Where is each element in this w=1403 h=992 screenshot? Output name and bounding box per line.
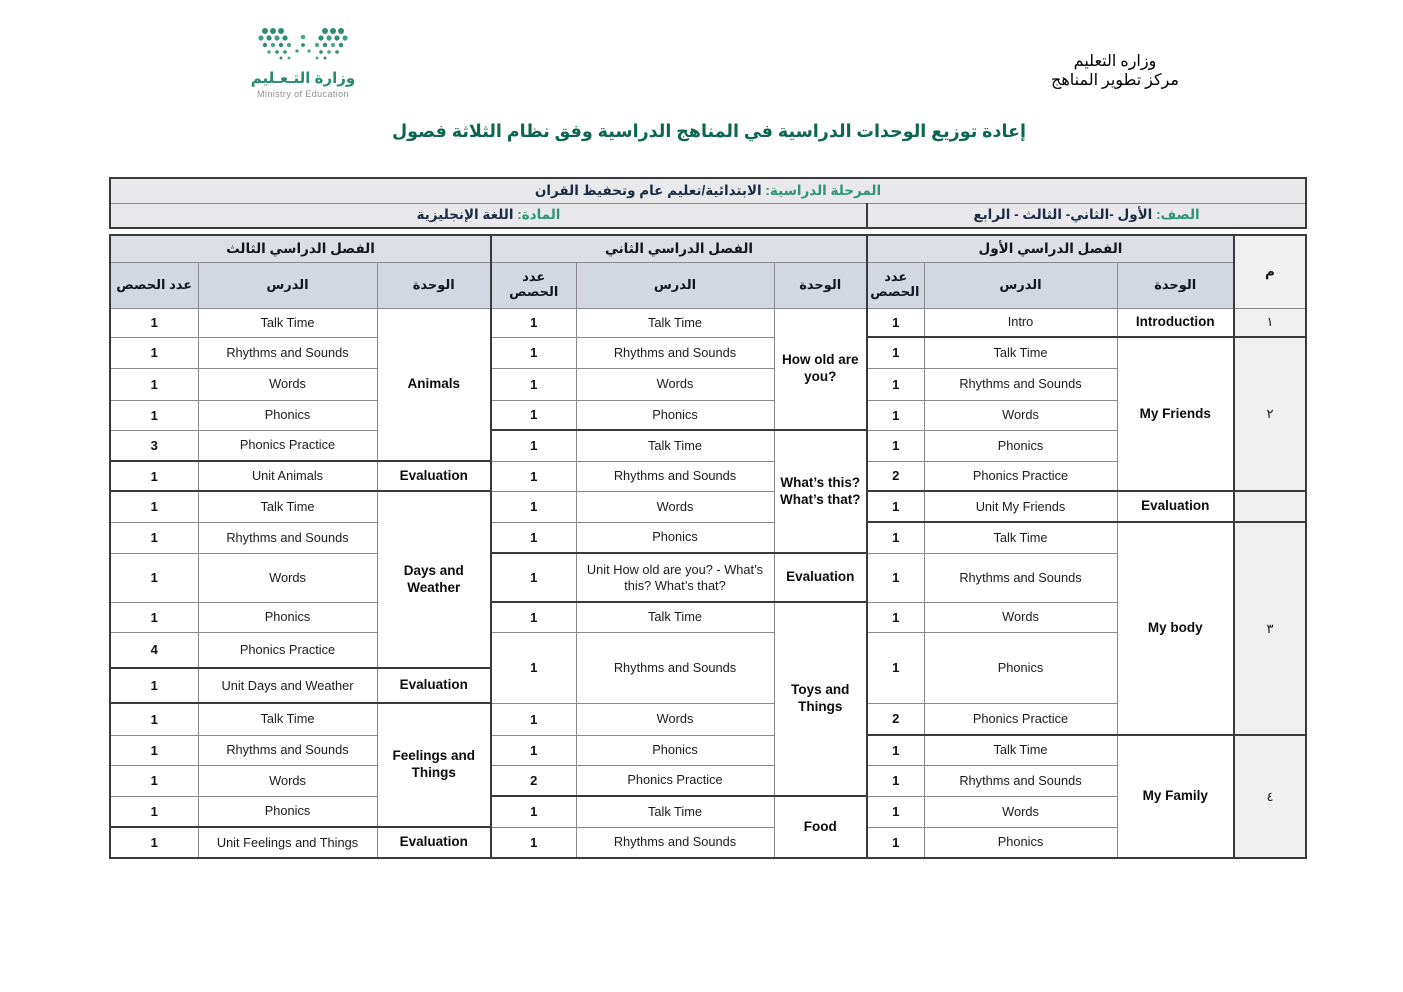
count-cell: 2 [867, 461, 924, 491]
count-cell: 2 [867, 703, 924, 735]
unit-cell: Evaluation [1117, 491, 1234, 522]
unit-column-header: الوحدة [774, 262, 867, 308]
table-row [110, 491, 1306, 522]
unit-column-header: الوحدة [1117, 262, 1234, 308]
lesson-column-header: الدرس [198, 262, 377, 308]
lesson-cell: Words [924, 400, 1117, 430]
count-cell: 1 [110, 491, 198, 522]
lesson-cell: Phonics [924, 827, 1117, 858]
lesson-cell: Unit How old are you? - What’s this? What’s that? [576, 553, 774, 602]
subject-header-cell [110, 203, 867, 228]
count-cell: 1 [491, 735, 576, 765]
count-cell: 1 [867, 337, 924, 368]
count-cell: 1 [867, 308, 924, 337]
unit-cell: Animals [377, 308, 491, 461]
count-cell: 1 [110, 400, 198, 430]
table-row [110, 522, 1306, 553]
logo-arabic-name: وزارة التـعـليم [250, 70, 356, 87]
grade-value: الأول -الثاني- الثالث - الرابع [973, 207, 1153, 223]
count-cell: 1 [491, 337, 576, 368]
unit-cell: How old are you? [774, 308, 867, 430]
count-cell: 1 [491, 430, 576, 461]
count-cell: 1 [110, 461, 198, 491]
count-cell: 3 [110, 430, 198, 461]
num-cell [1234, 491, 1306, 522]
count-cell: 4 [110, 632, 198, 668]
lesson-cell: Talk Time [198, 308, 377, 337]
count-cell: 1 [110, 827, 198, 858]
count-cell: 1 [491, 461, 576, 491]
num-cell: ٣ [1234, 522, 1306, 735]
unit-column-header: الوحدة [377, 262, 491, 308]
count-cell: 1 [110, 553, 198, 602]
num-column-header: م [1234, 235, 1306, 308]
lesson-cell: Words [198, 765, 377, 796]
count-cell: 1 [491, 308, 576, 337]
lesson-cell: Phonics [576, 522, 774, 553]
unit-cell: Days and Weather [377, 491, 491, 668]
ministry-name-line: وزاره التعليم [1073, 53, 1157, 70]
count-cell: 1 [867, 796, 924, 827]
lesson-cell: Words [576, 491, 774, 522]
lesson-cell: Talk Time [576, 602, 774, 632]
subject-value: اللغة الإنجليزية [416, 207, 514, 223]
table-row [110, 308, 1306, 337]
count-cell: 1 [110, 522, 198, 553]
semester-3-header: الفصل الدراسي الثالث [110, 235, 491, 262]
count-cell: 2 [491, 765, 576, 796]
lesson-cell: Talk Time [924, 522, 1117, 553]
table-main [109, 234, 1307, 859]
lesson-cell: Talk Time [198, 491, 377, 522]
lesson-cell: Rhythms and Sounds [576, 461, 774, 491]
count-cell: 1 [867, 400, 924, 430]
count-cell: 1 [491, 827, 576, 858]
count-cell: 1 [867, 368, 924, 400]
grade-label: الصف: [1156, 207, 1200, 223]
lesson-cell: Rhythms and Sounds [198, 522, 377, 553]
lesson-cell: Phonics [576, 400, 774, 430]
count-cell: 1 [867, 430, 924, 461]
lesson-cell: Rhythms and Sounds [576, 827, 774, 858]
lesson-cell: Talk Time [576, 430, 774, 461]
lesson-cell: Rhythms and Sounds [924, 368, 1117, 400]
lesson-cell: Phonics [924, 632, 1117, 703]
lesson-cell: Words [576, 368, 774, 400]
stage-label: المرحلة الدراسية: [765, 182, 882, 198]
curriculum-center-line: مركز تطوير المناهج [1050, 72, 1179, 90]
unit-cell: Food [774, 796, 867, 858]
unit-cell: Evaluation [377, 827, 491, 858]
lesson-cell: Phonics [198, 400, 377, 430]
count-cell: 1 [110, 796, 198, 827]
count-cell: 1 [867, 602, 924, 632]
count-cell: 1 [491, 602, 576, 632]
unit-cell: Toys and Things [774, 602, 867, 796]
lesson-cell: Phonics [198, 796, 377, 827]
lesson-cell: Phonics Practice [924, 461, 1117, 491]
lesson-cell: Talk Time [576, 308, 774, 337]
unit-cell: Evaluation [377, 461, 491, 491]
lesson-cell: Words [576, 703, 774, 735]
lesson-cell: Talk Time [576, 796, 774, 827]
unit-cell: My body [1117, 522, 1234, 735]
lesson-cell: Unit My Friends [924, 491, 1117, 522]
unit-cell: Evaluation [774, 553, 867, 602]
lesson-cell: Phonics [924, 430, 1117, 461]
count-cell: 1 [491, 522, 576, 553]
count-cell: 1 [867, 522, 924, 553]
lesson-cell: Phonics Practice [198, 430, 377, 461]
lesson-cell: Talk Time [924, 735, 1117, 765]
lesson-cell: Words [198, 368, 377, 400]
lesson-cell: Phonics Practice [576, 765, 774, 796]
count-column-header: عدد الحصص [110, 262, 198, 308]
table-row [110, 337, 1306, 368]
count-cell: 1 [110, 308, 198, 337]
table-row [110, 735, 1306, 765]
ministry-header-text [980, 52, 1250, 90]
count-cell: 1 [110, 602, 198, 632]
unit-cell: Introduction [1117, 308, 1234, 337]
lesson-column-header: الدرس [576, 262, 774, 308]
count-cell: 1 [867, 735, 924, 765]
ministry-logo-icon [248, 24, 358, 68]
num-cell: ٢ [1234, 337, 1306, 491]
count-cell: 1 [867, 827, 924, 858]
count-cell: 1 [110, 668, 198, 703]
count-cell: 1 [867, 765, 924, 796]
lesson-cell: Phonics Practice [198, 632, 377, 668]
count-cell: 1 [491, 796, 576, 827]
count-cell: 1 [110, 368, 198, 400]
lesson-cell: Rhythms and Sounds [198, 337, 377, 368]
table-meta-header [109, 177, 1307, 229]
unit-cell: What’s this? What’s that? [774, 430, 867, 553]
lesson-cell: Intro [924, 308, 1117, 337]
count-cell: 1 [491, 400, 576, 430]
semester-2-header: الفصل الدراسي الثاني [491, 235, 867, 262]
unit-cell: My Family [1117, 735, 1234, 858]
count-cell: 1 [867, 553, 924, 602]
stage-header-cell [110, 178, 1306, 203]
lesson-column-header: الدرس [924, 262, 1117, 308]
semester-1-header: الفصل الدراسي الأول [867, 235, 1234, 262]
count-cell: 1 [491, 368, 576, 400]
count-cell: 1 [110, 735, 198, 765]
count-cell: 1 [491, 703, 576, 735]
num-cell: ١ [1234, 308, 1306, 337]
unit-cell: Evaluation [377, 668, 491, 703]
count-column-header: عدد الحصص [491, 262, 576, 308]
page-title: إعادة توزيع الوحدات الدراسية في المناهج الدراسية وفق نظام الثلاثة فصول [392, 121, 1026, 141]
unit-cell: My Friends [1117, 337, 1234, 491]
count-cell: 1 [110, 703, 198, 735]
count-column-header: عدد الحصص [867, 262, 924, 308]
count-cell: 1 [867, 491, 924, 522]
lesson-cell: Words [198, 553, 377, 602]
subject-label: المادة: [517, 207, 561, 223]
stage-value: الابتدائية/تعليم عام وتحفيظ القران [534, 182, 762, 198]
lesson-cell: Unit Feelings and Things [198, 827, 377, 858]
lesson-cell: Unit Days and Weather [198, 668, 377, 703]
num-cell: ٤ [1234, 735, 1306, 858]
unit-cell: Feelings and Things [377, 703, 491, 827]
curriculum-table [111, 177, 1307, 859]
lesson-cell: Words [924, 796, 1117, 827]
lesson-cell: Phonics [198, 602, 377, 632]
count-cell: 1 [491, 632, 576, 703]
count-cell: 1 [491, 553, 576, 602]
count-cell: 1 [110, 765, 198, 796]
lesson-cell: Talk Time [198, 703, 377, 735]
logo-english-name: Ministry of Education [257, 89, 349, 99]
lesson-cell: Phonics [576, 735, 774, 765]
ministry-logo [248, 24, 358, 99]
count-cell: 1 [491, 491, 576, 522]
lesson-cell: Rhythms and Sounds [924, 553, 1117, 602]
count-cell: 1 [867, 632, 924, 703]
lesson-cell: Unit Animals [198, 461, 377, 491]
lesson-cell: Rhythms and Sounds [576, 337, 774, 368]
lesson-cell: Rhythms and Sounds [198, 735, 377, 765]
count-cell: 1 [110, 337, 198, 368]
grade-header-cell [867, 203, 1306, 228]
lesson-cell: Talk Time [924, 337, 1117, 368]
lesson-cell: Phonics Practice [924, 703, 1117, 735]
lesson-cell: Words [924, 602, 1117, 632]
lesson-cell: Rhythms and Sounds [576, 632, 774, 703]
lesson-cell: Rhythms and Sounds [924, 765, 1117, 796]
